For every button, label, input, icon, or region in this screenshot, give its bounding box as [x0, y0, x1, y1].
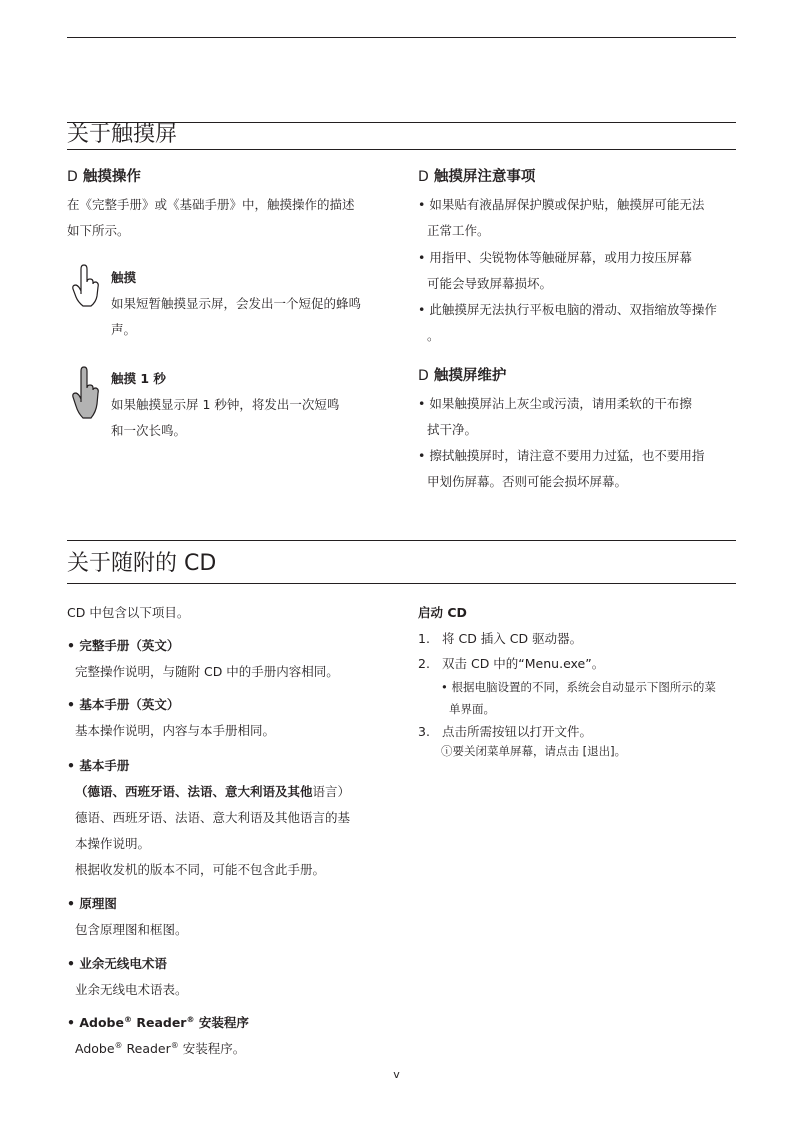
caution-2-line-1: • 用指甲、尖锐物体等触碰屏幕，或用力按压屏幕 — [418, 250, 692, 265]
cd-intro: CD 中包含以下项目。 — [67, 605, 190, 620]
adobe-desc-c: 安装程序。 — [178, 1041, 246, 1056]
schematic-desc: 包含原理图和框图。 — [75, 922, 188, 937]
full-manual-label: • 完整手册（英文） — [67, 638, 180, 653]
hold-desc-2: 和一次长鸣。 — [111, 423, 187, 438]
tap-desc-2: 声。 — [111, 322, 137, 337]
maintenance-1-line-2: 拭干净。 — [427, 422, 478, 437]
adobe-label — [67, 1010, 249, 1036]
step-3-note: ⓘ要关闭菜单屏幕，请点击 [退出]。 — [441, 744, 627, 758]
caution-3-line-2: 。 — [427, 328, 440, 343]
basic-manual-desc: 基本操作说明，内容与本手册相同。 — [75, 723, 276, 738]
touch-ops-heading-text: 触摸操作 — [82, 169, 141, 185]
section-title-touch: 关于触摸屏 — [67, 122, 178, 147]
step-1 — [418, 626, 582, 652]
reg-mark: ® — [170, 1041, 179, 1050]
adobe-desc — [75, 1036, 245, 1062]
maintenance-2-line-1: • 擦拭触摸屏时，请注意不要用力过猛，也不要用指 — [418, 448, 705, 463]
page-number: v — [393, 1068, 400, 1081]
langs-sub-bold: （德语、西班牙语、法语、意大利语及其他 — [75, 784, 313, 799]
reg-mark: ® — [123, 1015, 132, 1024]
schematic-label: • 原理图 — [67, 896, 117, 911]
step-number: 3. — [418, 724, 430, 739]
heading-marker: D — [418, 169, 429, 185]
step-2-note-2: 单界面。 — [449, 702, 495, 716]
step-2-note-1: • 根据电脑设置的不同，系统会自动显示下图所示的菜 — [441, 680, 716, 694]
caution-3-line-1: • 此触摸屏无法执行平板电脑的滑动、双指缩放等操作 — [418, 302, 717, 317]
caution-1-line-2: 正常工作。 — [427, 223, 490, 238]
caution-2-line-2: 可能会导致屏幕损坏。 — [427, 276, 553, 291]
langs-desc-3: 根据收发机的版本不同，可能不包含此手册。 — [75, 862, 326, 877]
top-rule — [67, 37, 736, 38]
step-text: 双击 CD 中的“Menu.exe”。 — [442, 656, 605, 671]
adobe-label-c: 安装程序 — [194, 1015, 249, 1030]
hold-hand-icon — [72, 366, 100, 420]
basic-manual-langs-sub — [75, 779, 350, 805]
hold-desc-1: 如果触摸显示屏 1 秒钟，将发出一次短鸣 — [111, 397, 340, 412]
ham-terms-desc: 业余无线电术语表。 — [75, 982, 188, 997]
cautions-heading — [418, 167, 535, 187]
adobe-desc-a: Adobe — [75, 1041, 115, 1056]
tap-label: 触摸 — [111, 270, 137, 285]
cautions-heading-text: 触摸屏注意事项 — [433, 169, 536, 185]
basic-manual-langs-label: • 基本手册 — [67, 758, 130, 773]
adobe-bullet: • — [67, 1015, 80, 1030]
maintenance-heading — [418, 366, 506, 386]
maintenance-1-line-1: • 如果触摸屏沾上灰尘或污渍，请用柔软的干布擦 — [418, 396, 692, 411]
tap-hand-icon — [72, 264, 100, 308]
reg-mark: ® — [186, 1015, 195, 1024]
maintenance-heading-text: 触摸屏维护 — [433, 368, 507, 384]
caution-1-line-1: • 如果贴有液晶屏保护膜或保护贴，触摸屏可能无法 — [418, 197, 705, 212]
step-2 — [418, 651, 604, 677]
hold-label: 触摸 1 秒 — [111, 371, 166, 386]
step-number: 2. — [418, 656, 430, 671]
full-manual-desc: 完整操作说明，与随附 CD 中的手册内容相同。 — [75, 664, 339, 679]
adobe-label-a: Adobe — [79, 1015, 124, 1030]
touch-ops-heading — [67, 167, 141, 187]
heading-marker: D — [418, 368, 429, 384]
touch-ops-intro-1: 在《完整手册》或《基础手册》中，触摸操作的描述 — [67, 197, 355, 212]
touch-ops-intro-2: 如下所示。 — [67, 223, 130, 238]
tap-desc-1: 如果短暂触摸显示屏，会发出一个短促的蜂鸣 — [111, 296, 362, 311]
maintenance-2-line-2: 甲划伤屏幕。否则可能会损坏屏幕。 — [427, 474, 628, 489]
step-text: 将 CD 插入 CD 驱动器。 — [442, 631, 583, 646]
section-title-cd: 关于随附的 CD — [67, 551, 217, 576]
langs-desc-1: 德语、西班牙语、法语、意大利语及其他语言的基 — [75, 810, 351, 825]
ham-terms-label: • 业余无线电术语 — [67, 956, 167, 971]
step-text: 点击所需按钮以打开文件。 — [442, 724, 593, 739]
reg-mark: ® — [114, 1041, 123, 1050]
langs-desc-2: 本操作说明。 — [75, 836, 151, 851]
basic-manual-label: • 基本手册（英文） — [67, 697, 180, 712]
heading-marker: D — [67, 169, 78, 185]
start-cd-heading: 启动 CD — [418, 605, 467, 620]
step-number: 1. — [418, 631, 430, 646]
adobe-label-b: Reader — [131, 1015, 187, 1030]
adobe-desc-b: Reader — [122, 1041, 171, 1056]
langs-sub-normal: 语言） — [312, 784, 351, 799]
